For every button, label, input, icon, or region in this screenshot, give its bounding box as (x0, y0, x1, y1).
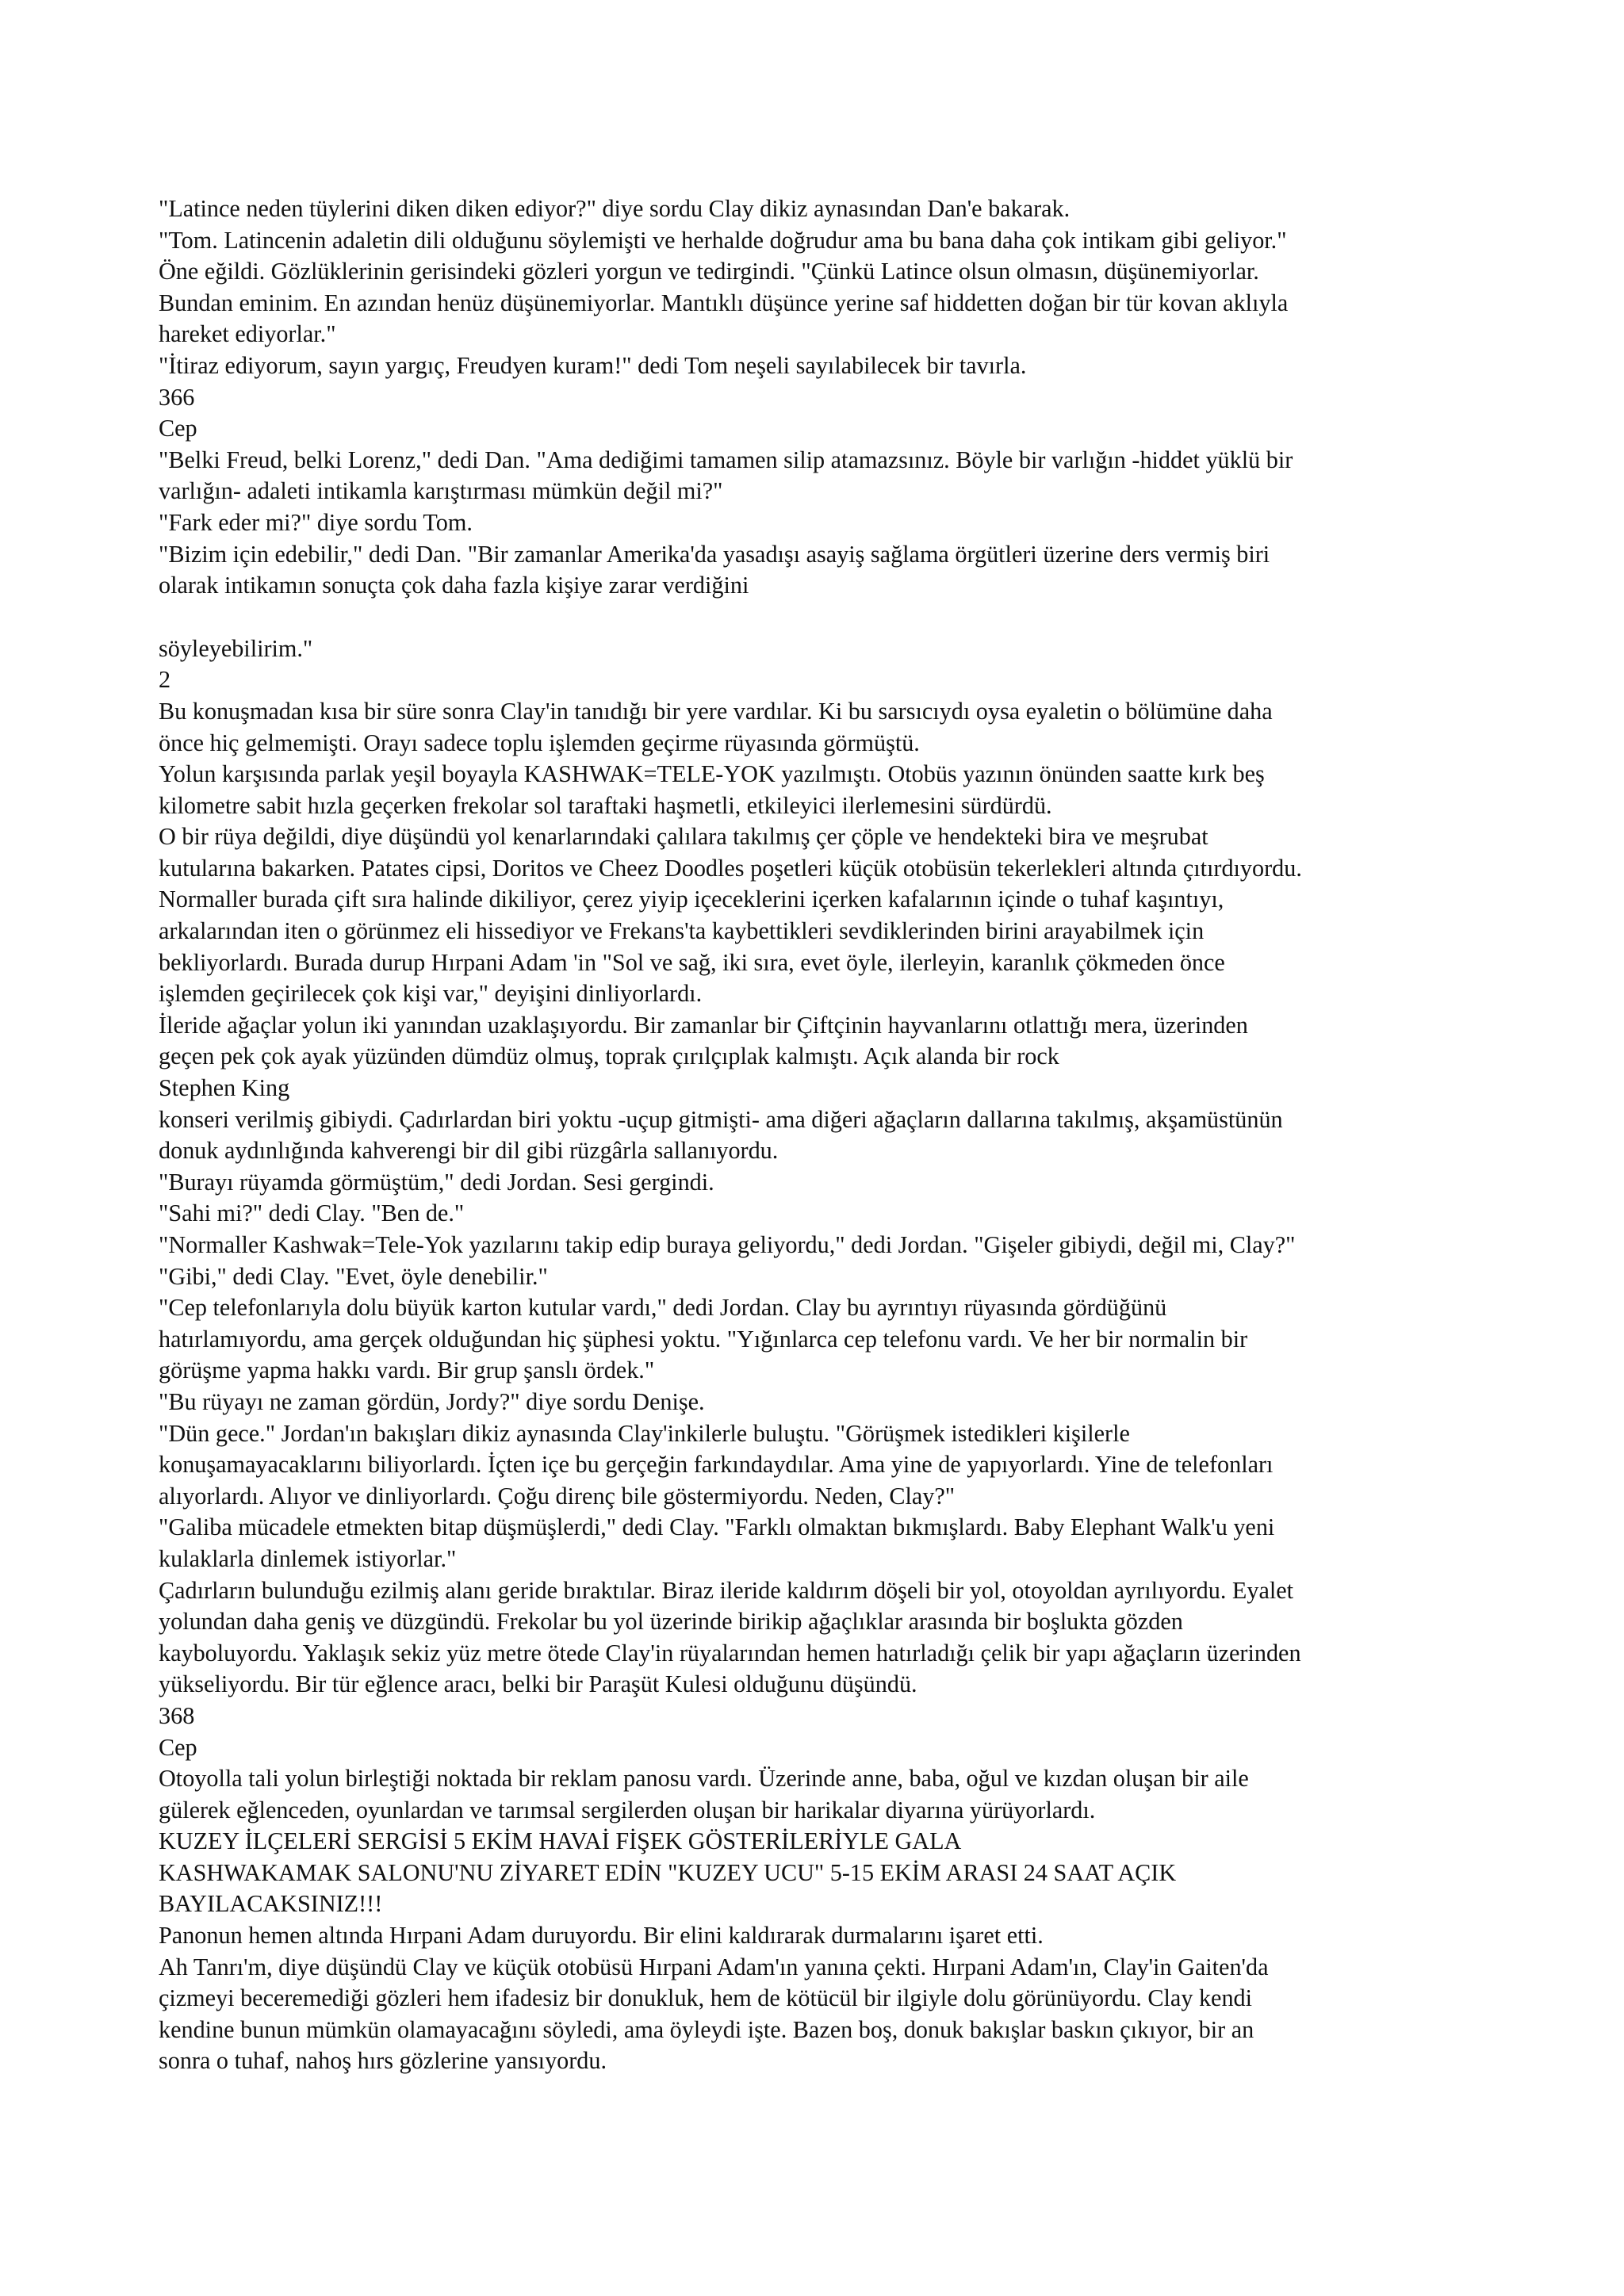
billboard-line: KASHWAKAMAK SALONU'NU ZİYARET EDİN "KUZEY UCU" 5-15 EKİM ARASI 24 SAAT AÇIK (159, 1858, 1177, 1886)
running-header: Cep (159, 415, 197, 442)
text-line: "Burayı rüyamda görmüştüm," dedi Jordan. Sesi gergindi. (159, 1168, 714, 1196)
text-line: hatırlamıyordu, ama gerçek olduğundan hiç şüphesi yoktu. "Yığınlarca cep telefonu vardı. Ve her bir normalin bir (159, 1325, 1248, 1353)
text-line: Bu konuşmadan kısa bir süre sonra Clay'in tanıdığı bir yere vardılar. Ki bu sarsıcıydı oysa eyaletin o bölümüne daha (159, 697, 1273, 725)
document-page (159, 193, 1491, 2109)
text-line: çizmeyi beceremediği gözleri hem ifadesiz bir donukluk, hem de kötücül bir ilgiyle dolu görünüyordu. Clay kendi (159, 1984, 1253, 2012)
text-line: önce hiç gelmemişti. Orayı sadece toplu işlemden geçirme rüyasında görmüştü. (159, 729, 920, 756)
section-number: 2 (159, 666, 171, 694)
text-line: yolundan daha geniş ve düzgündü. Frekolar bu yol üzerinde birikip ağaçlıklar arasında bir boşlukta gözden (159, 1608, 1183, 1636)
text-line: kutularına bakarken. Patates cipsi, Doritos ve Cheez Doodles poşetleri küçük otobüsün tekerlekleri altında çıtırdıyordu. (159, 854, 1302, 882)
text-line: "İtiraz ediyorum, sayın yargıç, Freudyen kuram!" dedi Tom neşeli sayılabilecek bir tavırla. (159, 351, 1027, 379)
text-line: alıyorlardı. Alıyor ve dinliyorlardı. Çoğu direnç bile göstermiyordu. Neden, Clay?" (159, 1482, 956, 1510)
text-line: kendine bunun mümkün olamayacağını söyledi, ama öyleydi işte. Bazen boş, donuk bakışlar baskın çıkıyor, bir an (159, 2015, 1254, 2043)
text-line: söyleyebilirim." (159, 634, 313, 662)
text-line: arkalarından iten o görünmez eli hissediyor ve Frekans'ta kaybettikleri sevdiklerinden birini arayabilmek için (159, 917, 1205, 945)
text-line (159, 2077, 1491, 2109)
text-line: kulaklarla dinlemek istiyorlar." (159, 1544, 457, 1572)
text-line: "Bu rüyayı ne zaman gördün, Jordy?" diye sordu Denişe. (159, 1387, 705, 1415)
text-line: İleride ağaçlar yolun iki yanından uzaklaşıyordu. Bir zamanlar bir Çiftçinin hayvanlarını otlattığı mera, üzerinden (159, 1011, 1248, 1039)
text-line: görüşme yapma hakkı vardı. Bir grup şanslı ördek." (159, 1357, 655, 1384)
text-line: "Fark eder mi?" diye sordu Tom. (159, 508, 473, 536)
text-line: "Cep telefonlarıyla dolu büyük karton kutular vardı," dedi Jordan. Clay bu ayrıntıyı rüyasında gördüğünü (159, 1294, 1167, 1322)
text-line: Bundan eminim. En azından henüz düşünemiyorlar. Mantıklı düşünce yerine saf hiddetten doğan bir tür kovan aklıyla (159, 289, 1289, 316)
text-line: konuşamayacaklarını biliyorlardı. İçten içe bu gerçeğin farkındaydılar. Ama yine de yapıyorlardı. Yine de telefonları (159, 1451, 1274, 1479)
text-line: KUZEY İLÇELERİ SERGİSİ 5 EKİM HAVAİ FİŞEK GÖSTERİLERİYLE GALA (159, 1827, 962, 1855)
page-number: Cep (159, 1733, 197, 1761)
text-line: kilometre sabit hızla geçerken frekolar sol taraftaki haşmetli, etkileyici ilerlemesini sürdürdü. (159, 791, 1052, 819)
page-number: 366 (159, 383, 195, 411)
text-line: "Dün gece." Jordan'ın bakışları dikiz aynasında Clay'inkilerle buluştu. "Görüşmek istedikleri kişilerle (159, 1419, 1130, 1447)
billboard-line: Panonun hemen altında Hırpani Adam duruyordu. Bir elini kaldırarak durmalarını işaret etti. (159, 1922, 1044, 1950)
text-line: hareket ediyorlar." (159, 320, 336, 348)
text-line: O bir rüya değildi, diye düşündü yol kenarlarındaki çalılara takılmış çer çöple ve hendekteki bira ve meşrubat (159, 823, 1208, 851)
text-line: işlemden geçirilecek çok kişi var," deyişini dinliyorlardı. (159, 980, 703, 1008)
text-line: varlığın- adaleti intikamla karıştırması mümkün değil mi?" (159, 477, 723, 505)
text-line: "Gibi," dedi Clay. "Evet, öyle denebilir." (159, 1262, 548, 1290)
text-line: Öne eğildi. Gözlüklerinin gerisindeki gözleri yorgun ve tedirgindi. "Çünkü Latince olsun olmasın, düşünemiyorlar. (159, 258, 1259, 285)
text-line: "Normaller Kashwak=Tele-Yok yazılarını takip edip buraya geliyordu," dedi Jordan. "Gişeler gibiydi, değil mi, Clay?" (159, 1231, 1296, 1258)
text-line: gülerek eğlenceden, oyunlardan ve tarımsal sergilerden oluşan bir harikalar diyarına yürüyorlardı. (159, 1796, 1096, 1823)
text-line: "Sahi mi?" dedi Clay. "Ben de." (159, 1200, 465, 1227)
text-line: sonra o tuhaf, nahoş hırs gözlerine yansıyordu. (159, 2047, 607, 2075)
text-line: geçen pek çok ayak yüzünden dümdüz olmuş, toprak çırılçıplak kalmıştı. Açık alanda bir rock (159, 1043, 1059, 1070)
text-line: konseri verilmiş gibiydi. Çadırlardan biri yoktu -uçup gitmişti- ama diğeri ağaçların dallarına takılmış, akşamüstünün (159, 1105, 1283, 1133)
text-line: "Galiba mücadele etmekten bitap düşmüşlerdi," dedi Clay. "Farklı olmaktan bıkmışlardı. Baby Elephant Walk'u yeni (159, 1513, 1275, 1541)
text-line: Yolun karşısında parlak yeşil boyayla KASHWAK=TELE-YOK yazılmıştı. Otobüs yazının önünden saatte kırk beş (159, 760, 1265, 788)
text-line: bekliyorlardı. Burada durup Hırpani Adam 'in "Sol ve sağ, iki sıra, evet öyle, ilerleyin, karanlık çökmeden önce (159, 948, 1225, 976)
text-line: yükseliyordu. Bir tür eğlence aracı, belki bir Paraşüt Kulesi olduğunu düşündü. (159, 1670, 917, 1698)
text-line: "Bizim için edebilir," dedi Dan. "Bir zamanlar Amerika'da yasadışı asayiş sağlama örgütleri üzerine ders vermiş biri (159, 540, 1270, 568)
text-line: olarak intikamın sonuçta çok daha fazla kişiye zarar verdiğini (159, 572, 749, 599)
text-line: kayboluyordu. Yaklaşık sekiz yüz metre ötede Clay'in rüyalarından hemen hatırladığı çelik bir yapı ağaçların üzerinden (159, 1639, 1301, 1667)
text-line: Çadırların bulunduğu ezilmiş alanı geride bıraktılar. Biraz ileride kaldırım döşeli bir yol, otoyoldan ayrılıyordu. Eyalet (159, 1576, 1294, 1604)
running-header: Otoyolla tali yolun birleştiği noktada bir reklam panosu vardı. Üzerinde anne, baba, oğul ve kızdan oluşan bir aile (159, 1765, 1249, 1793)
running-header-author: Stephen King (159, 1074, 290, 1102)
billboard-line: BAYILACAKSINIZ!!! (159, 1890, 383, 1918)
blank-line (159, 602, 1491, 633)
text-line: donuk aydınlığında kahverengi bir dil gibi rüzgârla sallanıyordu. (159, 1137, 779, 1165)
text-line: "Tom. Latincenin adaletin dili olduğunu söylemişti ve herhalde doğrudur ama bu bana daha çok intikam gibi geliyor." (159, 226, 1287, 254)
text-line: 368 (159, 1701, 195, 1729)
text-line: "Belki Freud, belki Lorenz," dedi Dan. "Ama dediğimi tamamen silip atamazsınız. Böyle bir varlığın -hiddet yüklü bir (159, 446, 1293, 473)
text-line: Normaller burada çift sıra halinde dikiliyor, çerez yiyip içeceklerini içerken kafalarının içinde o tuhaf kaşıntıyı, (159, 886, 1224, 913)
text-line: Ah Tanrı'm, diye düşündü Clay ve küçük otobüsü Hırpani Adam'ın yanına çekti. Hırpani Adam'ın, Clay'in Gaiten'da (159, 1953, 1269, 1980)
text-line: "Latince neden tüylerini diken diken ediyor?" diye sordu Clay dikiz aynasından Dan'e bakarak. (159, 195, 1071, 222)
